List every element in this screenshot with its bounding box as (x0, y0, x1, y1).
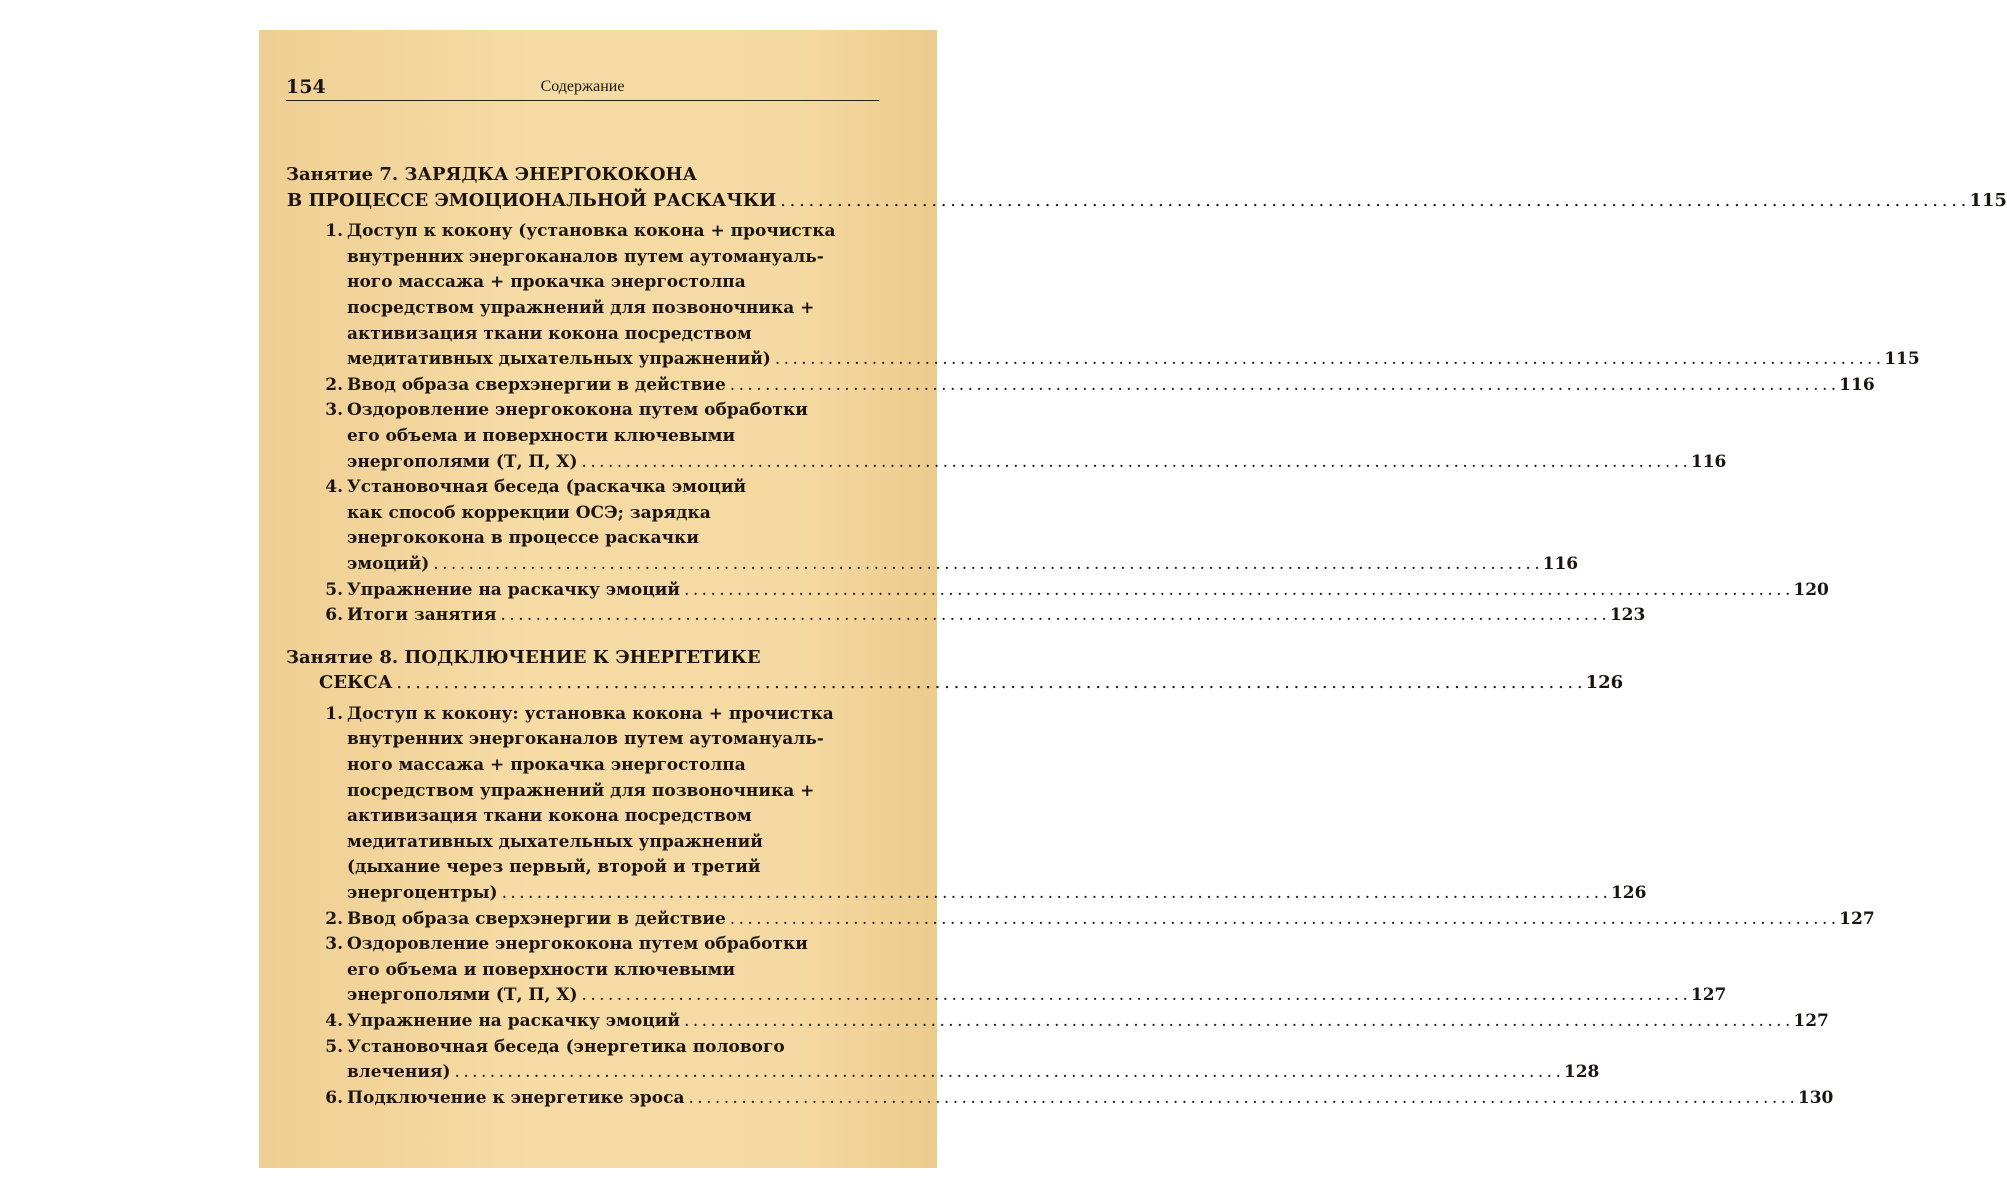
item-last-line (347, 1009, 1829, 1035)
item-number: 6. (325, 605, 343, 626)
dot-leader (502, 881, 1607, 907)
item-body (347, 373, 1875, 399)
item-last-line (347, 347, 1920, 373)
item-last-line (347, 983, 1727, 1009)
item-line: ного массажа + прокачка энергостолпа (347, 272, 746, 293)
item-last-line (347, 578, 1829, 604)
item-last-line (347, 373, 1875, 399)
item-line: как способ коррекции ОСЭ; зарядка (347, 502, 711, 523)
toc-section (286, 645, 1875, 1112)
dot-leader (780, 188, 1965, 214)
item-page: 127 (1793, 1011, 1829, 1031)
item-body (347, 603, 1646, 629)
toc-item (286, 603, 1646, 629)
dot-leader (582, 450, 1687, 476)
item-number: 2. (325, 374, 343, 395)
toc-item (286, 1086, 1834, 1112)
item-line: Доступ к кокону: установка кокона + прочистка (347, 703, 834, 724)
item-text: Итоги занятия (347, 605, 497, 626)
dot-leader (775, 347, 1880, 373)
toc-item (286, 373, 1875, 399)
item-line: (дыхание через первый, второй и третий (347, 857, 761, 878)
item-line: его объема и поверхности ключевыми (347, 959, 736, 980)
item-number: 4. (325, 1011, 343, 1031)
item-body (347, 1086, 1834, 1112)
item-page: 116 (1839, 374, 1875, 395)
toc-item (286, 907, 1875, 933)
item-line: внутренних энергоканалов путем аутомануаль- (347, 246, 824, 267)
item-line: посредством упражнений для позвоночника + (347, 780, 815, 801)
dot-leader (455, 1060, 1560, 1086)
toc-items (286, 219, 1920, 629)
page-header (286, 76, 879, 101)
item-text: Подключение к энергетике эроса (347, 1087, 685, 1108)
item-number: 6. (325, 1087, 343, 1108)
item-text: Ввод образа сверхэнергии в действие (347, 908, 726, 929)
item-page: 130 (1797, 1087, 1834, 1108)
section-page: 115 (1969, 189, 2007, 211)
section-title-row (286, 670, 1624, 696)
item-page: 116 (1542, 553, 1579, 574)
table-of-contents (286, 162, 2007, 1127)
item-text: влечения) (347, 1062, 451, 1083)
item-last-line (347, 1086, 1834, 1112)
item-last-line (347, 450, 1727, 476)
toc-items (286, 702, 1875, 1112)
dot-leader (396, 670, 1581, 696)
item-text: Ввод образа сверхэнергии в действие (347, 374, 726, 395)
item-text: энергоцентры) (347, 883, 498, 904)
item-number: 4. (325, 477, 343, 498)
toc-item (286, 398, 1727, 475)
dot-leader (689, 1086, 1794, 1112)
section-title (286, 162, 2007, 213)
item-text: Упражнение на раскачку эмоций (347, 1011, 681, 1031)
item-body (347, 219, 1920, 373)
item-page: 128 (1563, 1062, 1600, 1083)
dot-leader (684, 1009, 1789, 1035)
item-text: эмоций) (347, 553, 430, 574)
item-line: его объема и поверхности ключевыми (347, 425, 736, 446)
item-page: 126 (1610, 883, 1647, 904)
toc-item (286, 475, 1579, 577)
item-number: 1. (325, 703, 343, 724)
section-title-line2: В ПРОЦЕССЕ ЭМОЦИОНАЛЬНОЙ РАСКАЧКИ (287, 189, 777, 211)
item-text: медитативных дыхательных упражнений) (347, 349, 771, 370)
item-line: энергококона в процессе раскачки (347, 528, 699, 549)
item-body (347, 475, 1578, 577)
item-line: активизация ткани кокона посредством (347, 806, 752, 827)
item-body (347, 1035, 1599, 1086)
item-last-line (347, 552, 1578, 578)
item-line: Оздоровление энергококона путем обработки (347, 934, 808, 955)
item-last-line (347, 881, 1646, 907)
item-line: внутренних энергоканалов путем аутомануаль- (347, 729, 824, 750)
item-page: 123 (1609, 605, 1646, 626)
item-page: 127 (1690, 985, 1727, 1006)
book-page (259, 30, 2007, 1168)
item-last-line (347, 1060, 1599, 1086)
item-line: Доступ к кокону (установка кокона + прочистка (347, 221, 836, 242)
toc-section (286, 162, 2007, 629)
dot-leader (500, 603, 1605, 629)
item-number: 2. (325, 908, 343, 929)
item-page: 127 (1839, 908, 1875, 929)
dot-leader (730, 373, 1835, 399)
item-text: Упражнение на раскачку эмоций (347, 579, 681, 600)
page-number: 154 (286, 76, 326, 98)
item-text: энергополями (Т, П, Х) (347, 451, 578, 472)
dot-leader (582, 983, 1687, 1009)
toc-item (286, 702, 1647, 907)
item-last-line (347, 603, 1646, 629)
dot-leader (684, 578, 1789, 604)
toc-item (286, 219, 1920, 373)
dot-leader (433, 552, 1538, 578)
item-number: 5. (325, 1036, 343, 1057)
toc-item (286, 932, 1727, 1009)
item-line: ного массажа + прокачка энергостолпа (347, 755, 746, 776)
item-number: 1. (325, 221, 343, 242)
section-title-line2: СЕКСА (319, 672, 393, 694)
item-page: 115 (1884, 349, 1920, 370)
item-line: посредством упражнений для позвоночника + (347, 297, 815, 318)
item-body (347, 398, 1727, 475)
item-number: 3. (325, 400, 343, 421)
item-body (347, 578, 1829, 604)
toc-item (286, 578, 1829, 604)
item-body (347, 702, 1646, 907)
item-body (347, 1009, 1829, 1035)
item-line: Оздоровление энергококона путем обработки (347, 400, 808, 421)
section-page: 126 (1585, 672, 1624, 694)
item-page: 120 (1793, 579, 1829, 600)
item-line: активизация ткани кокона посредством (347, 323, 752, 344)
running-title: Содержание (540, 78, 625, 95)
item-body (347, 907, 1875, 933)
item-body (347, 932, 1727, 1009)
toc-item (286, 1035, 1600, 1086)
section-title-line1: Занятие 7. ЗАРЯДКА ЭНЕРГОКОКОНА (286, 164, 698, 185)
section-title-row (286, 188, 2007, 214)
item-line: медитативных дыхательных упражнений (347, 831, 763, 852)
dot-leader (730, 907, 1835, 933)
item-text: энергополями (Т, П, Х) (347, 985, 578, 1006)
item-line: Установочная беседа (энергетика полового (347, 1036, 785, 1057)
item-number: 3. (325, 934, 343, 955)
toc-item (286, 1009, 1829, 1035)
section-title (286, 645, 1624, 696)
item-page: 116 (1690, 451, 1727, 472)
section-title-line1: Занятие 8. ПОДКЛЮЧЕНИЕ К ЭНЕРГЕТИКЕ (286, 646, 761, 668)
item-last-line (347, 907, 1875, 933)
item-number: 5. (325, 579, 343, 600)
item-line: Установочная беседа (раскачка эмоций (347, 477, 747, 498)
